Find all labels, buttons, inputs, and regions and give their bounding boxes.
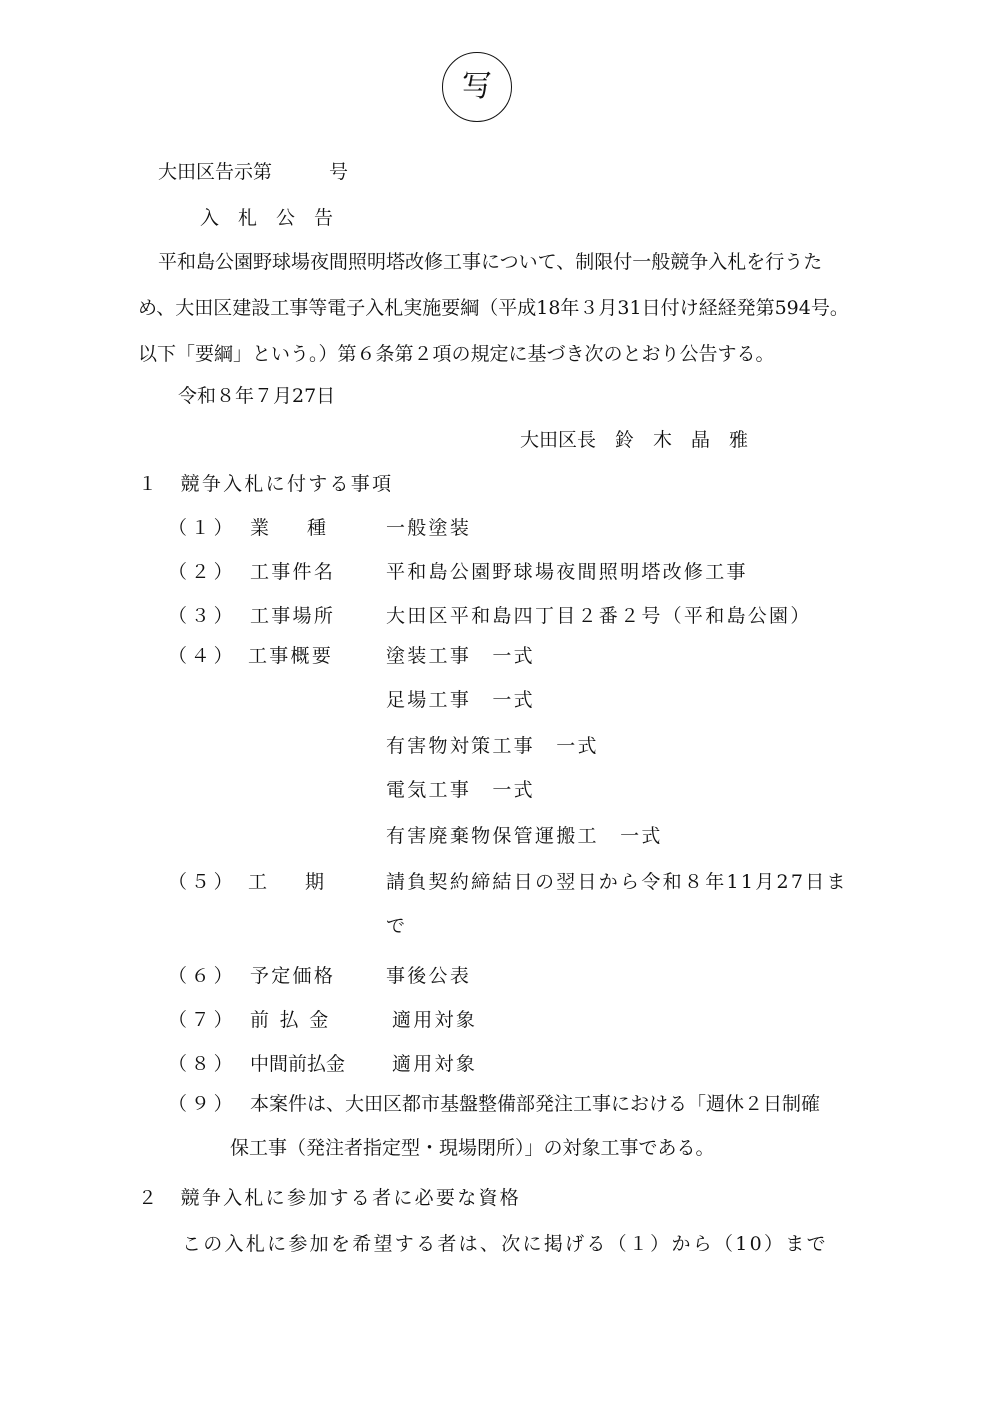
signatory: 大田区長 鈴 木 晶 雅 xyxy=(520,429,749,451)
item-8-label: 中間前払金 xyxy=(250,1053,346,1075)
item-6-label: 予定価格 xyxy=(250,965,336,987)
item-1-value: 一般塗装 xyxy=(386,517,472,539)
item-9-line-1: 本案件は、大田区都市基盤整備部発注工事における「週休２日制確 xyxy=(250,1093,821,1115)
item-4-label: 工事概要 xyxy=(248,645,334,667)
section1-heading: １ 競争入札に付する事項 xyxy=(138,473,394,495)
item-4-value-2: 足場工事 一式 xyxy=(386,689,535,711)
item-6-number: （６） xyxy=(168,965,237,987)
item-4-value-4: 電気工事 一式 xyxy=(386,779,535,801)
item-3-label: 工事場所 xyxy=(250,605,336,627)
item-5-number: （５） xyxy=(168,871,237,893)
item-8-value: 適用対象 xyxy=(392,1053,478,1075)
item-2-value: 平和島公園野球場夜間照明塔改修工事 xyxy=(386,561,748,583)
item-4-value-1: 塗装工事 一式 xyxy=(386,645,535,667)
item-7-value: 適用対象 xyxy=(392,1009,478,1031)
intro-line-2: め、大田区建設工事等電子入札実施要綱（平成18年３月31日付け経経発第594号。 xyxy=(138,297,849,319)
item-4-value-3: 有害物対策工事 一式 xyxy=(386,735,599,757)
item-5-value-2: で xyxy=(386,915,406,937)
item-1-label: 業 種 xyxy=(250,517,327,539)
item-7-label: 前 払 金 xyxy=(250,1009,331,1031)
item-9-number: （９） xyxy=(168,1093,237,1115)
item-1-number: （１） xyxy=(168,517,237,539)
copy-seal: 写 xyxy=(442,52,512,122)
item-9-line-2: 保工事（発注者指定型・現場閉所）」の対象工事である。 xyxy=(230,1137,715,1159)
intro-line-3: 以下「要綱」という。）第６条第２項の規定に基づき次のとおり公告する。 xyxy=(138,343,775,365)
item-2-label: 工事件名 xyxy=(250,561,336,583)
item-3-number: （３） xyxy=(168,605,237,627)
notice-number: 大田区告示第 号 xyxy=(158,161,349,183)
item-3-value: 大田区平和島四丁目２番２号（平和島公園） xyxy=(386,605,812,627)
item-5-value-1: 請負契約締結日の翌日から令和８年11月27日ま xyxy=(386,871,848,893)
notice-date: 令和８年７月27日 xyxy=(178,385,336,407)
item-5-label: 工 期 xyxy=(248,871,325,893)
intro-line-1: 平和島公園野球場夜間照明塔改修工事について、制限付一般競争入札を行うた xyxy=(158,251,823,273)
item-2-number: （２） xyxy=(168,561,237,583)
item-6-value: 事後公表 xyxy=(386,965,472,987)
section2-line-1: この入札に参加を希望する者は、次に掲げる（１）から（10）まで xyxy=(182,1233,828,1255)
section2-heading: ２ 競争入札に参加する者に必要な資格 xyxy=(138,1187,522,1209)
item-4-number: （４） xyxy=(168,645,237,667)
item-4-value-5: 有害廃棄物保管運搬工 一式 xyxy=(386,825,663,847)
item-8-number: （８） xyxy=(168,1053,237,1075)
item-7-number: （７） xyxy=(168,1009,237,1031)
page-title: 入 札 公 告 xyxy=(200,207,334,229)
